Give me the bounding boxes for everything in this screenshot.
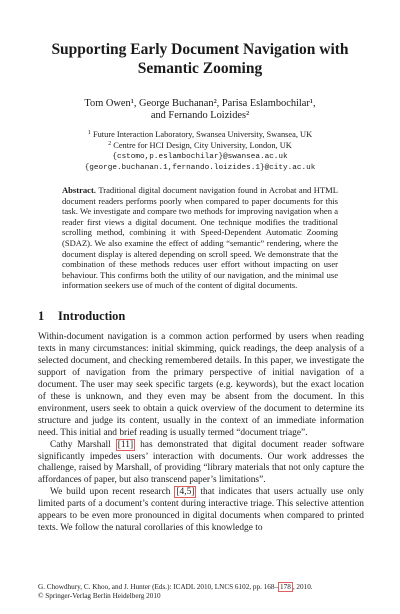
citation-link-4-5[interactable]: [4,5] [176,487,195,498]
affiliation-2-text: Centre for HCI Design, City University, London, UK [113,141,292,150]
abstract-text: Traditional digital document navigation found in Acrobat and HTML document readers performs poorly when compared to paper documents for this task. We investigate and compare two methods for improving navigation when a reader first views a digital document. One technique modifies the traditional scrolling method, combining it with Speed-Dependent Automatic Zooming (SDAZ). We also examine the effect of adding “semantic” rendering, where the document display is altered depending on scroll speed. We demonstrate that the combination of these methods reduces user effort without impacting on user behaviour. This confirms both the utility of our navigation, and the minimal use information seekers use of much of the content of digital documents. [62,185,338,291]
affiliation-2-mark: 2 [108,141,112,147]
abstract-label: Abstract. [62,185,96,195]
page-range-link[interactable]: 178 [280,583,291,591]
paragraph-1: Within-document navigation is a common action performed by users when reading texts in many circumstances: initial skimming, quick readings, the deep analysis of a selected document, and checking remembered details. In this paper, we investigate the support of navigation from the primary perspective of initial navigation of a document. The user may seek specific targets (e.g. keywords), but the exact location of these is unknown, and they even may be absent from the document. In this environment, users seek to obtain a quick overview of the document to determine its structure and judge its content, usually in the context of an immediate information need. This initial and brief reading is usually termed “document triage”. [38,332,364,438]
paragraph-3-end: that indicates that users actually use only limited parts of a document’s content during interactive triage. This selective attention appears to be even more pronounced in digital documents when compared to printed texts. We follow the natural corollaries of this knowledge to [38,487,364,534]
paper-title-line-2: Semantic Zooming [137,60,263,77]
authors-line-1: Tom Owen¹, George Buchanan², Parisa Eslambochilar¹, [84,98,316,109]
paper-title-line-1: Supporting Early Document Navigation with [51,41,349,58]
section-title: Introduction [58,309,126,323]
abstract [62,185,338,291]
section-number: 1 [38,309,45,323]
paragraph-3-start: We build upon recent research [50,487,175,498]
footer-copyright: © Springer-Verlag Berlin Heidelberg 2010 [38,592,161,601]
affiliation-1-text: Future Interaction Laboratory, Swansea University, Swansea, UK [92,130,313,139]
footer-citation-line [38,583,364,592]
paragraph-2 [38,440,364,488]
body-text [38,332,364,535]
paragraph-3 [38,487,364,535]
email-line-2 [40,161,360,174]
footer-citation-start: G. Chowdhury, C. Khoo, and J. Hunter (Eds.): ICADL 2010, LNCS 6102, pp. 168– [38,583,279,591]
section-heading [38,309,125,324]
citation-link-11[interactable]: [11] [117,439,134,450]
affiliation-1-mark: 1 [87,130,91,136]
email-1[interactable]: {cstomo,p.eslambochilar}@swansea.ac.uk [112,153,288,161]
paragraph-2-end: has demonstrated that digital document reader software significantly impedes users’ interaction with documents. Our work addresses the challenge, raised by Marshall, of providing “library materials that not only capture the affordances of paper, but also transcend paper’s limitations”. [38,439,364,486]
paragraph-2-start: Cathy Marshall [50,439,116,450]
email-2[interactable]: {george.buchanan.1,fernando.loizides.1}@city.ac.uk [84,164,316,172]
authors-line-2: and Fernando Loizides² [150,110,250,121]
footer-citation-end: , 2010. [292,583,313,591]
footer [38,583,364,601]
